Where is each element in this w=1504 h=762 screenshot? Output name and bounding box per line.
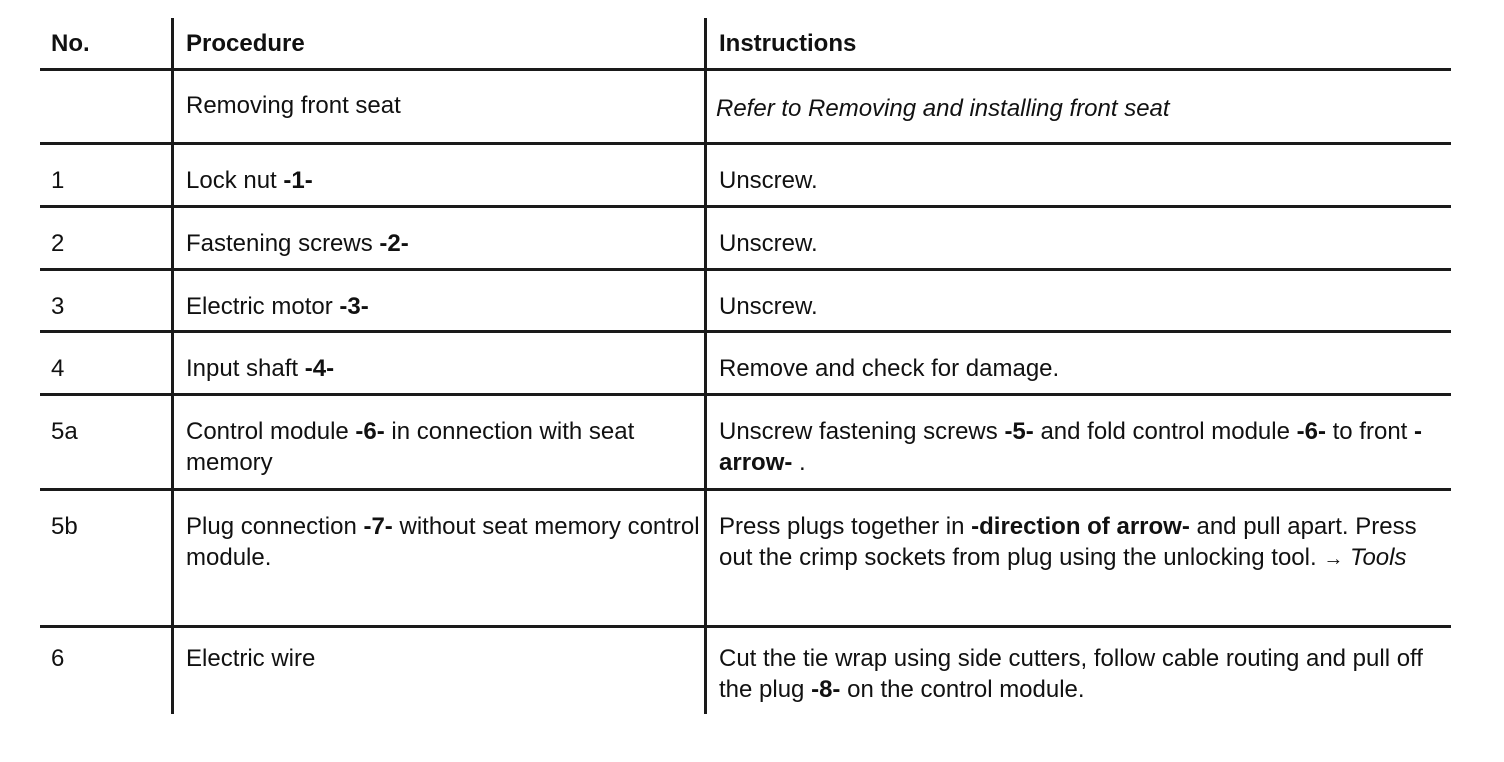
row-procedure bbox=[171, 208, 704, 268]
text-run: Plug connection bbox=[186, 513, 364, 540]
row-instructions bbox=[704, 145, 1451, 205]
row-instructions bbox=[704, 271, 1451, 330]
part-reference: -2- bbox=[379, 230, 409, 257]
text-run: without seat memory control module. bbox=[186, 513, 700, 571]
row-number: 4 bbox=[51, 355, 65, 382]
part-reference: -arrow- bbox=[719, 418, 1422, 476]
row-instructions bbox=[704, 71, 1451, 142]
text-run: and fold control module bbox=[1033, 418, 1297, 445]
row-procedure bbox=[171, 71, 704, 142]
part-reference: -1- bbox=[283, 167, 313, 194]
text-run: Unscrew. bbox=[719, 293, 818, 320]
part-reference: -7- bbox=[363, 513, 393, 540]
part-reference: -6- bbox=[1296, 418, 1326, 445]
row-number: 5b bbox=[51, 513, 78, 540]
part-reference: -direction of arrow- bbox=[971, 513, 1190, 540]
row-procedure bbox=[171, 628, 704, 714]
table-row bbox=[40, 208, 1451, 271]
text-run: on the control module. bbox=[840, 676, 1085, 703]
row-procedure bbox=[171, 271, 704, 330]
row-number: 1 bbox=[51, 167, 65, 194]
row-instructions bbox=[704, 396, 1451, 488]
table-row bbox=[40, 491, 1451, 628]
table-row bbox=[40, 145, 1451, 208]
row-instructions bbox=[704, 491, 1451, 625]
cross-reference: Tools bbox=[1343, 544, 1407, 571]
row-instructions bbox=[704, 333, 1451, 393]
right-arrow-icon: → bbox=[1323, 548, 1344, 570]
text-run: Unscrew. bbox=[719, 230, 818, 257]
table-header-row bbox=[40, 18, 1451, 71]
text-run: Control module bbox=[186, 418, 356, 445]
text-run: Cut the tie wrap using side cutters, follow cable routing and pull off the plug bbox=[719, 645, 1423, 703]
row-number: 5a bbox=[51, 418, 78, 445]
part-reference: -5- bbox=[1004, 418, 1034, 445]
row-number: 2 bbox=[51, 230, 65, 257]
procedure-table bbox=[40, 18, 1451, 714]
text-run: Remove and check for damage. bbox=[719, 355, 1060, 382]
header-procedure: Procedure bbox=[171, 18, 704, 68]
text-run: Fastening screws bbox=[186, 230, 380, 257]
text-run: Unscrew fastening screws bbox=[719, 418, 1005, 445]
text-run: Unscrew. bbox=[719, 167, 818, 194]
text-run: Removing front seat bbox=[186, 92, 401, 119]
row-instructions bbox=[704, 208, 1451, 268]
row-number: 6 bbox=[51, 645, 65, 672]
header-instructions: Instructions bbox=[704, 18, 1451, 68]
cross-reference: Refer to Removing and installing front seat bbox=[716, 95, 1170, 122]
part-reference: -6- bbox=[355, 418, 385, 445]
row-procedure bbox=[171, 145, 704, 205]
table-row bbox=[40, 333, 1451, 396]
row-instructions bbox=[704, 628, 1451, 714]
table-row bbox=[40, 271, 1451, 333]
text-run: to front bbox=[1325, 418, 1414, 445]
row-procedure bbox=[171, 396, 704, 488]
row-procedure bbox=[171, 491, 704, 625]
part-reference: -3- bbox=[339, 293, 369, 320]
part-reference: -8- bbox=[811, 676, 841, 703]
table-row bbox=[40, 628, 1451, 714]
text-run: in connection with seat memory bbox=[186, 418, 635, 476]
text-run: Input shaft bbox=[186, 355, 305, 382]
text-run: . bbox=[792, 449, 806, 476]
header-no: No. bbox=[51, 30, 90, 57]
part-reference: -4- bbox=[304, 355, 335, 382]
text-run: and pull apart. Press out the crimp sockets from plug using the unlocking tool. bbox=[719, 513, 1417, 571]
text-run: Electric motor bbox=[186, 293, 340, 320]
table-row bbox=[40, 71, 1451, 145]
text-run: Electric wire bbox=[186, 645, 316, 672]
row-number: 3 bbox=[51, 293, 65, 320]
text-run: Lock nut bbox=[186, 167, 284, 194]
row-number bbox=[40, 71, 171, 142]
text-run: Press plugs together in bbox=[719, 513, 972, 540]
row-procedure bbox=[171, 333, 704, 393]
table-row bbox=[40, 396, 1451, 491]
